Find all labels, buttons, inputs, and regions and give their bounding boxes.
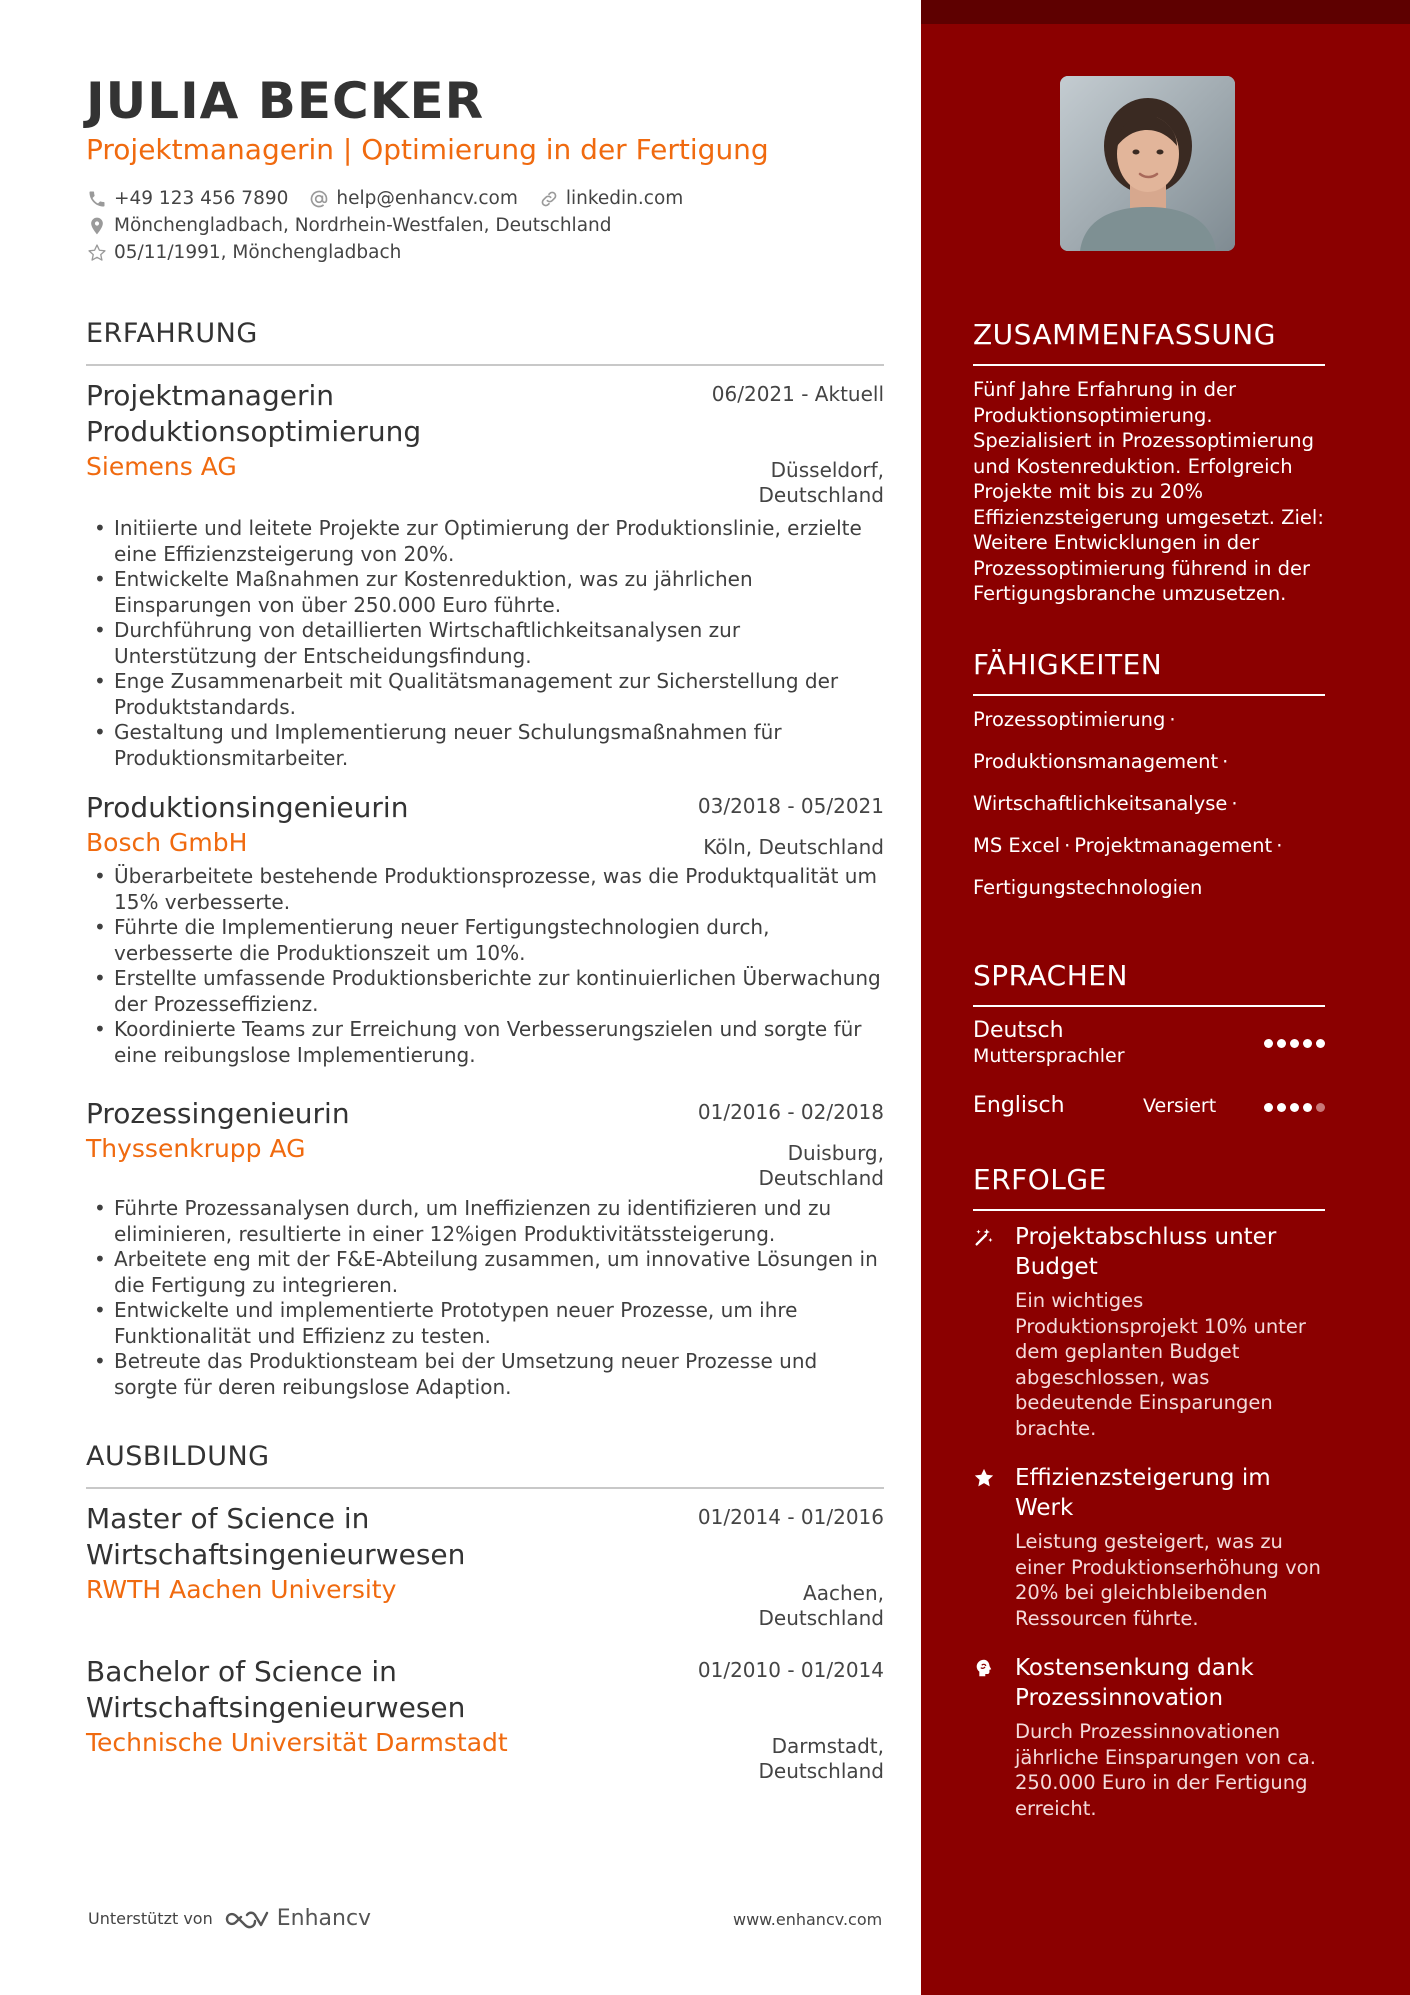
job-entry xyxy=(86,790,884,1068)
skill-tag: Wirtschaftlichkeitsanalyse xyxy=(973,792,1228,815)
rating-dot xyxy=(1290,1039,1299,1048)
star-icon xyxy=(973,1467,995,1489)
achievement-item xyxy=(973,1653,1325,1821)
divider xyxy=(973,364,1325,366)
rating-dot xyxy=(1264,1039,1273,1048)
list-item: • Betreute das Produktionsteam bei der Umsetzung neuer Prozesse und sorgte für deren reibungslose Adaption. xyxy=(86,1349,884,1400)
rating-dot xyxy=(1316,1039,1325,1048)
job-date: 01/2016 - 02/2018 xyxy=(697,1100,884,1124)
rating-dot xyxy=(1264,1103,1273,1112)
list-item: • Überarbeitete bestehende Produktionsprozesse, was die Produktqualität um 15% verbesserte. xyxy=(86,864,884,915)
divider xyxy=(973,1209,1325,1211)
language-level: Versiert xyxy=(1143,1095,1217,1117)
sidebar xyxy=(921,0,1410,1995)
profile-photo xyxy=(1060,76,1235,251)
skill-tag: Prozessoptimierung xyxy=(973,708,1166,731)
experience-title: ERFAHRUNG xyxy=(86,318,258,349)
location: Mönchengladbach, Nordrhein-Westfalen, Deutschland xyxy=(86,215,612,237)
email[interactable]: help@enhancv.com xyxy=(308,188,517,210)
list-item: • Führte die Implementierung neuer Fertigungstechnologien durch, verbesserte die Produktionszeit um 10%. xyxy=(86,915,884,966)
headline: Projektmanagerin | Optimierung in der Fertigung xyxy=(86,133,769,166)
job-title: Produktionsingenieurin xyxy=(86,791,409,824)
list-item: • Arbeitete eng mit der F&E-Abteilung zusammen, um innovative Lösungen in die Fertigung zu integrieren. xyxy=(86,1247,884,1298)
company-name: Thyssenkrupp AG xyxy=(86,1134,306,1163)
language-rating xyxy=(1264,1103,1325,1112)
enhancv-logo[interactable]: Enhancv xyxy=(223,1906,371,1931)
candidate-name: JULIA BECKER xyxy=(86,72,485,130)
list-item: • Führte Prozessanalysen durch, um Ineffizienzen zu identifizieren und zu eliminieren, resultierte in einer 12%igen Produktivitätssteigerung. xyxy=(86,1196,884,1247)
star-outline-icon xyxy=(86,242,108,264)
divider xyxy=(973,1005,1325,1007)
job-bullets xyxy=(86,864,884,1068)
summary-title: ZUSAMMENFASSUNG xyxy=(973,318,1276,351)
list-item: • Erstellte umfassende Produktionsberichte zur kontinuierlichen Überwachung der Prozesseffizienz. xyxy=(86,966,884,1017)
list-item: • Entwickelte und implementierte Prototypen neuer Prozesse, um ihre Funktionalität und Effizienz zu testen. xyxy=(86,1298,884,1349)
job-title: Projektmanagerin Produktionsoptimierung xyxy=(86,379,422,448)
list-item: • Enge Zusammenarbeit mit Qualitätsmanagement zur Sicherstellung der Produktstandards. xyxy=(86,669,884,720)
job-title: Prozessingenieurin xyxy=(86,1097,350,1130)
rating-dot xyxy=(1303,1039,1312,1048)
birth-info: 05/11/1991, Mönchengladbach xyxy=(86,242,401,264)
achievement-title: Kostensenkung dank Prozessinnovation xyxy=(1015,1655,1254,1711)
list-item: • Koordinierte Teams zur Erreichung von Verbesserungszielen und sorgte für eine reibungslose Implementierung. xyxy=(86,1017,884,1068)
skill-tag: Produktionsmanagement xyxy=(973,750,1219,773)
education-location: Darmstadt, Deutschland xyxy=(758,1734,884,1783)
education-location: Aachen, Deutschland xyxy=(758,1581,884,1630)
achievement-description: Ein wichtiges Produktionsprojekt 10% unter dem geplanten Budget abgeschlossen, was bedeutende Einsparungen brachte. xyxy=(1015,1289,1306,1440)
list-item: • Gestaltung und Implementierung neuer Schulungsmaßnahmen für Produktionsmitarbeiter. xyxy=(86,720,884,771)
achievement-item xyxy=(973,1222,1325,1441)
job-entry xyxy=(86,1096,884,1400)
divider xyxy=(86,364,884,366)
job-entry xyxy=(86,378,884,771)
skill-tag: Fertigungstechnologien xyxy=(973,876,1203,899)
language-rating xyxy=(1264,1039,1325,1048)
achievement-title: Projektabschluss unter Budget xyxy=(1015,1224,1277,1280)
powered-by-label: Unterstützt von xyxy=(88,1909,213,1928)
job-location: Düsseldorf, Deutschland xyxy=(758,458,884,507)
summary-text: Fünf Jahre Erfahrung in der Produktionsoptimierung. Spezialisiert in Prozessoptimierung und Kostenreduktion. Erfolgreich Projekte mit bis zu 20% Effizienzsteigerung umgesetzt. Ziel: Weitere Entwicklungen in der Prozessoptimierung führend in der Fertigungsbranche umzusetzen. xyxy=(973,378,1324,605)
link-icon xyxy=(538,188,560,210)
education-date: 01/2010 - 01/2014 xyxy=(697,1658,884,1682)
divider xyxy=(973,694,1325,696)
phone-icon xyxy=(86,188,108,210)
language-name: Englisch xyxy=(973,1093,1065,1118)
sidebar-top-band xyxy=(921,0,1410,24)
at-icon xyxy=(308,188,330,210)
degree: Master of Science in Wirtschaftsingenieurwesen xyxy=(86,1502,466,1571)
education-entry xyxy=(86,1501,884,1630)
brain-icon xyxy=(973,1657,995,1679)
education-entry xyxy=(86,1654,884,1783)
skill-tag: MS Excel xyxy=(973,834,1061,857)
job-date: 03/2018 - 05/2021 xyxy=(697,794,884,818)
enhancv-logo-icon xyxy=(223,1907,271,1931)
company-name: Bosch GmbH xyxy=(86,828,248,857)
education-title: AUSBILDUNG xyxy=(86,1441,270,1472)
footer-branding xyxy=(88,1906,371,1931)
language-item xyxy=(973,1092,1325,1120)
achievement-description: Durch Prozessinnovationen jährliche Einsparungen von ca. 250.000 Euro in der Fertigung erreicht. xyxy=(1015,1720,1317,1820)
skills-title: FÄHIGKEITEN xyxy=(973,648,1163,681)
phone: +49 123 456 7890 xyxy=(86,188,288,210)
job-location: Duisburg, Deutschland xyxy=(758,1141,884,1190)
job-location: Köln, Deutschland xyxy=(703,835,884,859)
job-bullets xyxy=(86,516,884,771)
rating-dot xyxy=(1290,1103,1299,1112)
company-name: Siemens AG xyxy=(86,452,237,481)
language-name: Deutsch xyxy=(973,1018,1064,1043)
rating-dot xyxy=(1303,1103,1312,1112)
list-item: • Initiierte und leitete Projekte zur Optimierung der Produktionslinie, erzielte eine Effizienzsteigerung von 20%. xyxy=(86,516,884,567)
contact-info xyxy=(86,185,703,266)
language-level: Muttersprachler xyxy=(973,1045,1125,1067)
job-bullets xyxy=(86,1196,884,1400)
education-date: 01/2014 - 01/2016 xyxy=(697,1505,884,1529)
list-item: • Entwickelte Maßnahmen zur Kostenreduktion, was zu jährlichen Einsparungen von über 250.000 Euro führte. xyxy=(86,567,884,618)
divider xyxy=(86,1487,884,1489)
degree: Bachelor of Science in Wirtschaftsingenieurwesen xyxy=(86,1655,466,1724)
achievement-item xyxy=(973,1463,1325,1631)
job-date: 06/2021 - Aktuell xyxy=(711,382,884,406)
skills-list: Prozessoptimierung · Produktionsmanagement · Wirtschaftlichkeitsanalyse · MS Excel · Projektmanagement · Fertigungstechnologien xyxy=(973,708,1283,899)
website-link[interactable]: www.enhancv.com xyxy=(733,1910,883,1929)
rating-dot xyxy=(1277,1103,1286,1112)
rating-dot xyxy=(1277,1039,1286,1048)
language-item xyxy=(973,1017,1325,1067)
location-pin-icon xyxy=(86,215,108,237)
school-name: Technische Universität Darmstadt xyxy=(86,1728,508,1757)
school-name: RWTH Aachen University xyxy=(86,1575,397,1604)
achievement-description: Leistung gesteigert, was zu einer Produktionserhöhung von 20% bei gleichbleibenden Ressourcen führte. xyxy=(1015,1530,1321,1630)
skill-tag: Projektmanagement xyxy=(1074,834,1273,857)
languages-title: SPRACHEN xyxy=(973,959,1128,992)
magic-wand-icon xyxy=(973,1226,995,1248)
achievement-title: Effizienzsteigerung im Werk xyxy=(1015,1465,1271,1521)
linkedin[interactable]: linkedin.com xyxy=(538,188,683,210)
list-item: • Durchführung von detaillierten Wirtschaftlichkeitsanalysen zur Unterstützung der Entscheidungsfindung. xyxy=(86,618,884,669)
achievements-title: ERFOLGE xyxy=(973,1163,1107,1196)
rating-dot xyxy=(1316,1103,1325,1112)
